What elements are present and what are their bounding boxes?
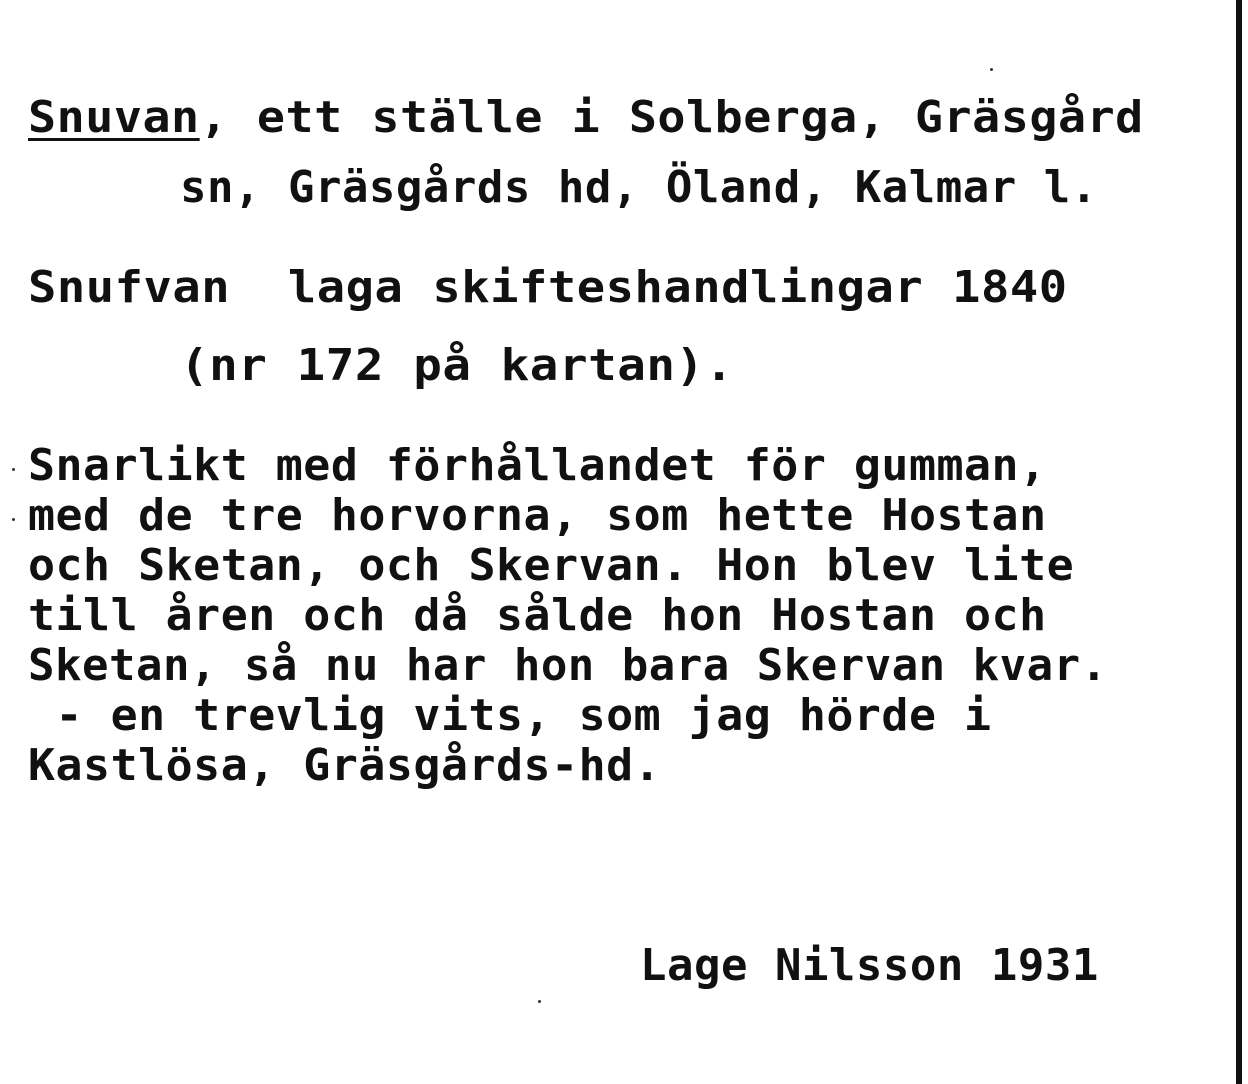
entry-line-1-rest: , ett ställe i Solberga, Gräsgård	[199, 92, 1144, 143]
anecdote-line: till åren och då sålde hon Hostan och	[28, 590, 1047, 641]
source-line-2: (nr 172 på kartan).	[180, 340, 734, 391]
anecdote-line: med de tre horvorna, som hette Hostan	[28, 490, 1047, 541]
anecdote-line: och Sketan, och Skervan. Hon blev lite	[28, 540, 1075, 591]
scan-speck	[990, 68, 993, 71]
anecdote-line: Snarlikt med förhållandet för gumman,	[28, 440, 1047, 491]
headword: Snuvan	[28, 92, 200, 143]
signature: Lage Nilsson 1931	[640, 940, 1099, 991]
scan-speck	[12, 518, 15, 521]
source-line-1: Snufvan laga skifteshandlingar 1840	[28, 262, 1068, 313]
card-edge-border	[1236, 0, 1242, 1084]
scan-speck	[538, 1000, 541, 1003]
anecdote-line: Kastlösa, Gräsgårds-hd.	[28, 740, 662, 791]
anecdote-line: - en trevlig vits, som jag hörde i	[28, 690, 992, 741]
anecdote-line: Sketan, så nu har hon bara Skervan kvar.	[28, 640, 1108, 691]
entry-line-1	[28, 92, 1144, 144]
scan-speck	[12, 468, 15, 471]
entry-line-2: sn, Gräsgårds hd, Öland, Kalmar l.	[180, 162, 1098, 213]
